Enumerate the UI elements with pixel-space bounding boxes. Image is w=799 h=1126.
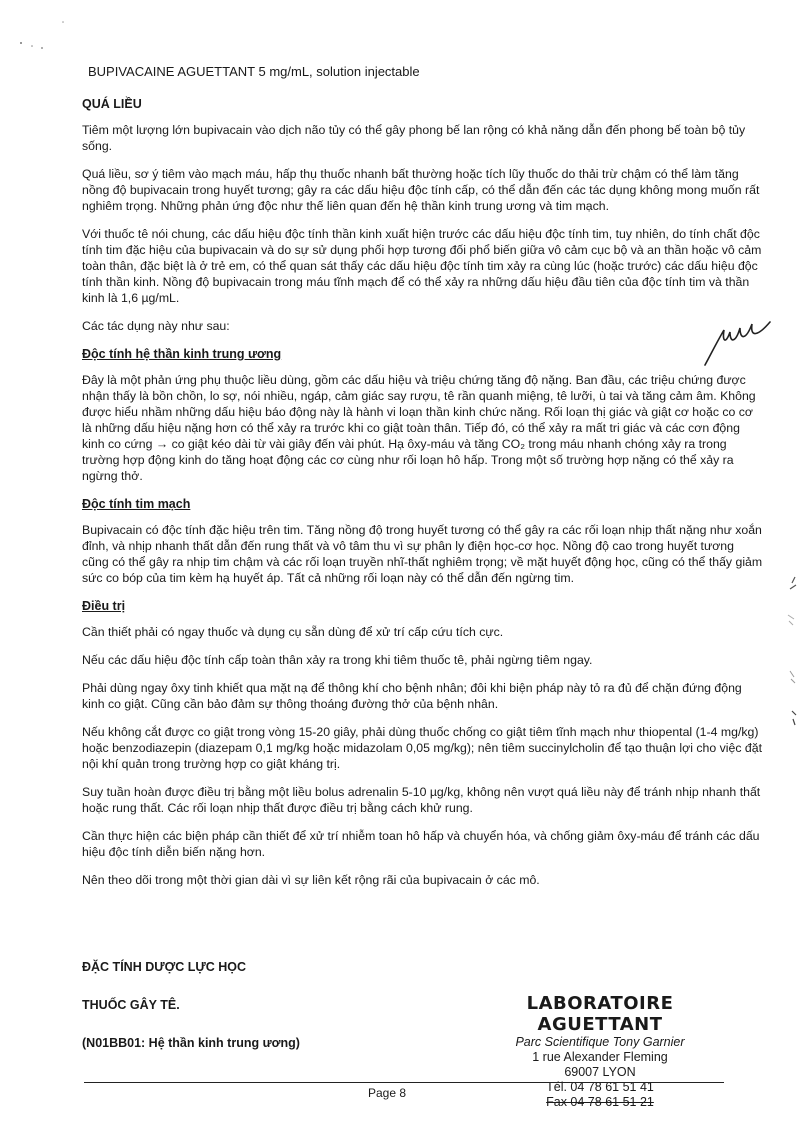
subsection-title-treatment: Điều trị — [82, 599, 126, 613]
paragraph: Các tác dụng này như sau: — [82, 319, 230, 333]
paragraph: Bupivacain có độc tính đặc hiệu trên tim. Tăng nồng độ trong huyết tương có thể gây ra các rối loạn nhịp thất nặng như xoắn đỉnh, và nhịp nhanh thất dẫn đến rung thất và vô tâm thu vì sự phân ly điện học-cơ học. Nồng độ cao trong huyết tương cũng có thể gây ra nhịp tim chậm và các rối loạn truyền nhĩ-thất nghiêm trọng; về mặt huyết động học, cũng có thể thấy giảm sức co bóp của tim kèm hạ huyết áp. Tất cả những rối loạn này có thể dẫn đến ngừng tim. — [82, 523, 763, 585]
paragraph: Nếu các dấu hiệu độc tính cấp toàn thân xảy ra trong khi tiêm thuốc tê, phải ngừng tiêm ngay. — [82, 653, 593, 667]
pharmacodynamics-block — [82, 960, 300, 1074]
stamp-phone: Tél. 04 78 61 51 41 — [546, 1080, 654, 1094]
subsection-title-cns: Độc tính hệ thần kinh trung ương — [82, 347, 282, 361]
section-title-overdose: QUÁ LIỀU — [82, 97, 142, 111]
page-number: Page 8 — [368, 1086, 407, 1100]
pharmacodynamics-title: ĐẶC TÍNH DƯỢC LỰC HỌC — [82, 960, 247, 974]
footer-divider — [84, 1082, 724, 1083]
paragraph: Cần thực hiện các biện pháp cần thiết để xử trí nhiễm toan hô hấp và chuyển hóa, và chống giảm ôxy-máu để tránh các dấu hiệu độc tính diễn biến nặng hơn. — [82, 829, 760, 859]
paragraph: Phải dùng ngay ôxy tinh khiết qua mặt nạ để thông khí cho bệnh nhân; đôi khi biện pháp này tỏ ra đủ để chặn đứng động kinh co giật. Cũng cần bảo đảm sự thông thoáng đường thở của bệnh nhân. — [82, 681, 742, 711]
paragraph: Nếu không cắt được co giật trong vòng 15-20 giây, phải dùng thuốc chống co giật tiêm tĩnh mạch như thiopental (1-4 mg/kg) hoặc benzodiazepin (diazepam 0,1 mg/kg hoặc midazolam 0,05 mg/kg); nên tiêm succinylcholin để tạo thuận lợi cho việc đặt nội khí quản trong trường hợp co giật kháng trị. — [82, 725, 762, 771]
paragraph: Tiêm một lượng lớn bupivacain vào dịch não tủy có thể gây phong bế lan rộng có khả năng dẫn đến phong bế toàn bộ tủy sống. — [82, 123, 746, 153]
document-body — [82, 96, 764, 900]
stamp-address-line: Parc Scientifique Tony Garnier — [515, 1035, 685, 1049]
handwritten-signature — [700, 310, 780, 370]
subsection-title-cardio: Độc tính tim mạch — [82, 497, 191, 511]
stamp-address-line: 1 rue Alexander Fleming — [532, 1050, 668, 1064]
stamp-fax: Fax 04 78 61 51 21 — [546, 1095, 654, 1109]
scan-specks — [18, 18, 78, 58]
paragraph: Quá liều, sơ ý tiêm vào mạch máu, hấp thụ thuốc nhanh bất thường hoặc tích lũy thuốc do thải trừ chậm có thể làm tăng nồng độ bupivacain trong huyết tương; gây ra các dấu hiệu độc tính cấp, có thể dẫn đến các tác dụng không mong muốn rất nghiêm trọng. Những phản ứng độc như thế liên quan đến hệ thần kinh trung ương và tim mạch. — [82, 167, 760, 213]
drug-category: THUỐC GÂY TÊ. — [82, 998, 180, 1012]
paragraph: Nên theo dõi trong một thời gian dài vì sự liên kết rộng rãi của bupivacain ở các mô. — [82, 873, 540, 887]
stamp-address-line: 69007 LYON — [564, 1065, 636, 1079]
document-header: BUPIVACAINE AGUETTANT 5 mg/mL, solution injectable — [88, 64, 420, 79]
paragraph: Cần thiết phải có ngay thuốc và dụng cụ sẵn dùng để xử trí cấp cứu tích cực. — [82, 625, 504, 639]
paragraph: Với thuốc tê nói chung, các dấu hiệu độc tính thần kinh xuất hiện trước các dấu hiệu độc tính tim, tuy nhiên, do tính chất độc tính tim đặc hiệu của bupivacain và do sự sử dụng phối hợp tương đối phổ biến giữa vô cảm cục bộ và an thần hoặc vô cảm toàn thân, đặc biệt là ở trẻ em, có thể quan sát thấy các dấu hiệu độc tính tim xảy ra cùng lúc (hoặc trước) các dấu hiệu độc tính thần kinh. Nồng độ bupivacain trong máu tĩnh mạch để có thể xảy ra những dấu hiệu đầu tiên của độc tính tim và thần kinh là 1,6 µg/mL. — [82, 227, 762, 305]
scan-margin-marks — [780, 575, 798, 735]
paragraph: Suy tuần hoàn được điều trị bằng một liều bolus adrenalin 5-10 µg/kg, không nên vượt quá liều này để tránh nhịp nhanh thất hoặc rung thất. Các rối loạn nhịp thất được điều trị bằng cách khử rung. — [82, 785, 761, 815]
company-name: LABORATOIRE AGUETTANT — [526, 993, 674, 1035]
atc-code: (N01BB01: Hệ thần kinh trung ương) — [82, 1036, 300, 1050]
paragraph: Đây là một phản ứng phụ thuộc liều dùng, gồm các dấu hiệu và triệu chứng tăng độ nặng. Ban đầu, các triệu chứng được nhận thấy là bồn chồn, lo sợ, nói nhiều, ngáp, cảm giác say rượu, tê rần quanh miệng, tê lưỡi, ù tai và tăng cảm âm. Không được hiểu nhầm những dấu hiệu báo động này là hành vi loạn thần kinh chức năng. Rối loạn thị giác và giật cơ hoặc co cơ là những dấu hiệu nặng hơn có thể xảy ra trước khi co giật toàn thân. Tiếp đó, có thể xảy ra mất tri giác và các cơn động kinh co cứng → co giật kéo dài từ vài giây đến vài phút. Hạ ôxy-máu và tăng CO₂ trong máu nhanh chóng xảy ra trong trường hợp động kinh do tăng hoạt động các cơ cùng như rối loạn hô hấp. Trong một số trường hợp nặng có thể xảy ra ngừng thở. — [82, 373, 756, 483]
company-stamp — [470, 993, 730, 1110]
